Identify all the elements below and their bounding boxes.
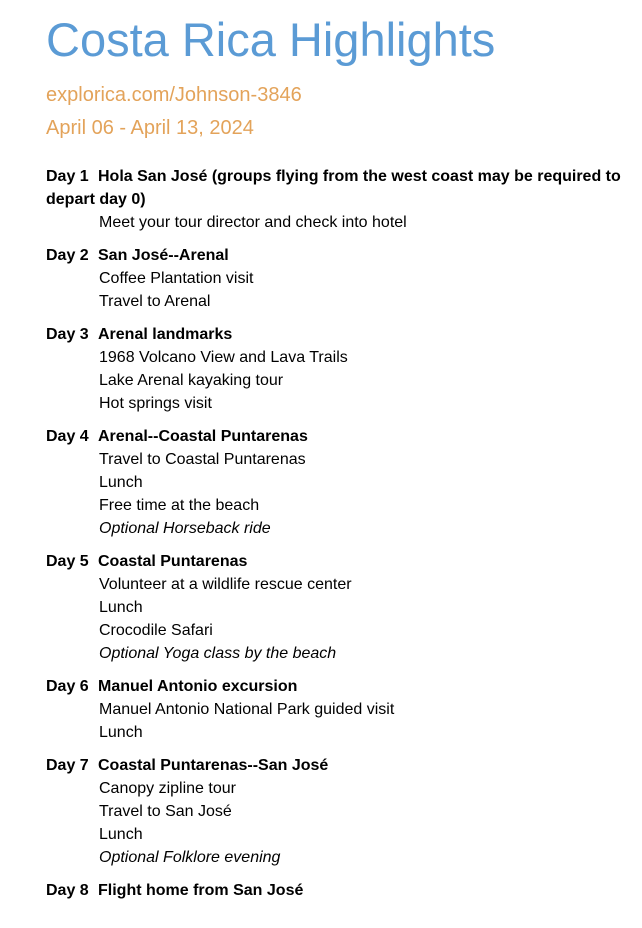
activity-item: Volunteer at a wildlife rescue center — [99, 576, 352, 593]
day-block — [46, 550, 636, 665]
optional-activity: Optional Yoga class by the beach — [99, 645, 337, 662]
day-number: Day 8 — [46, 882, 89, 899]
activity-item: Lunch — [99, 826, 143, 843]
day-heading — [46, 425, 636, 448]
day-block — [46, 754, 636, 869]
day-heading — [46, 550, 636, 573]
day-block — [46, 425, 636, 540]
activity-item: Hot springs visit — [99, 395, 212, 412]
activity-item: 1968 Volcano View and Lava Trails — [99, 349, 348, 366]
day-title: Manuel Antonio excursion — [98, 678, 298, 695]
activity-item: Canopy zipline tour — [99, 780, 236, 797]
day-block — [46, 879, 636, 902]
day-title: Coastal Puntarenas--San José — [98, 757, 329, 774]
activity-item: Crocodile Safari — [99, 622, 213, 639]
activity-item: Lunch — [99, 474, 143, 491]
day-number: Day 6 — [46, 678, 89, 695]
day-block — [46, 675, 636, 744]
activity-item: Coffee Plantation visit — [99, 270, 254, 287]
day-heading — [46, 244, 636, 267]
page-title: Costa Rica Highlights — [46, 13, 496, 66]
activity-item: Travel to Arenal — [99, 293, 211, 310]
activity-item: Lunch — [99, 724, 143, 741]
day-heading — [46, 754, 636, 777]
optional-activity: Optional Horseback ride — [99, 520, 271, 537]
day-title: Arenal landmarks — [98, 326, 233, 343]
day-heading — [46, 879, 636, 902]
day-title: Flight home from San José — [98, 882, 304, 899]
day-heading — [46, 323, 636, 346]
day-title: Hola San José (groups flying from the west coast may be required to depart day 0) — [46, 168, 621, 208]
day-block — [46, 165, 636, 234]
activity-item: Lake Arenal kayaking tour — [99, 372, 284, 389]
day-number: Day 2 — [46, 247, 89, 264]
day-number: Day 1 — [46, 168, 89, 185]
activity-item: Travel to Coastal Puntarenas — [99, 451, 306, 468]
day-block — [46, 244, 636, 313]
day-title: San José--Arenal — [98, 247, 229, 264]
trip-url: explorica.com/Johnson-3846 — [46, 84, 302, 106]
activity-item: Manuel Antonio National Park guided visit — [99, 701, 395, 718]
day-title: Coastal Puntarenas — [98, 553, 248, 570]
day-number: Day 4 — [46, 428, 89, 445]
day-heading — [46, 165, 636, 211]
activity-item: Travel to San José — [99, 803, 232, 820]
activity-item: Lunch — [99, 599, 143, 616]
day-list — [46, 165, 636, 912]
day-number: Day 5 — [46, 553, 89, 570]
trip-dates: April 06 - April 13, 2024 — [46, 117, 254, 139]
day-heading — [46, 675, 636, 698]
optional-activity: Optional Folklore evening — [99, 849, 281, 866]
day-block — [46, 323, 636, 415]
day-title: Arenal--Coastal Puntarenas — [98, 428, 308, 445]
activity-item: Free time at the beach — [99, 497, 260, 514]
day-number: Day 7 — [46, 757, 89, 774]
activity-item: Meet your tour director and check into hotel — [99, 214, 407, 231]
day-number: Day 3 — [46, 326, 89, 343]
